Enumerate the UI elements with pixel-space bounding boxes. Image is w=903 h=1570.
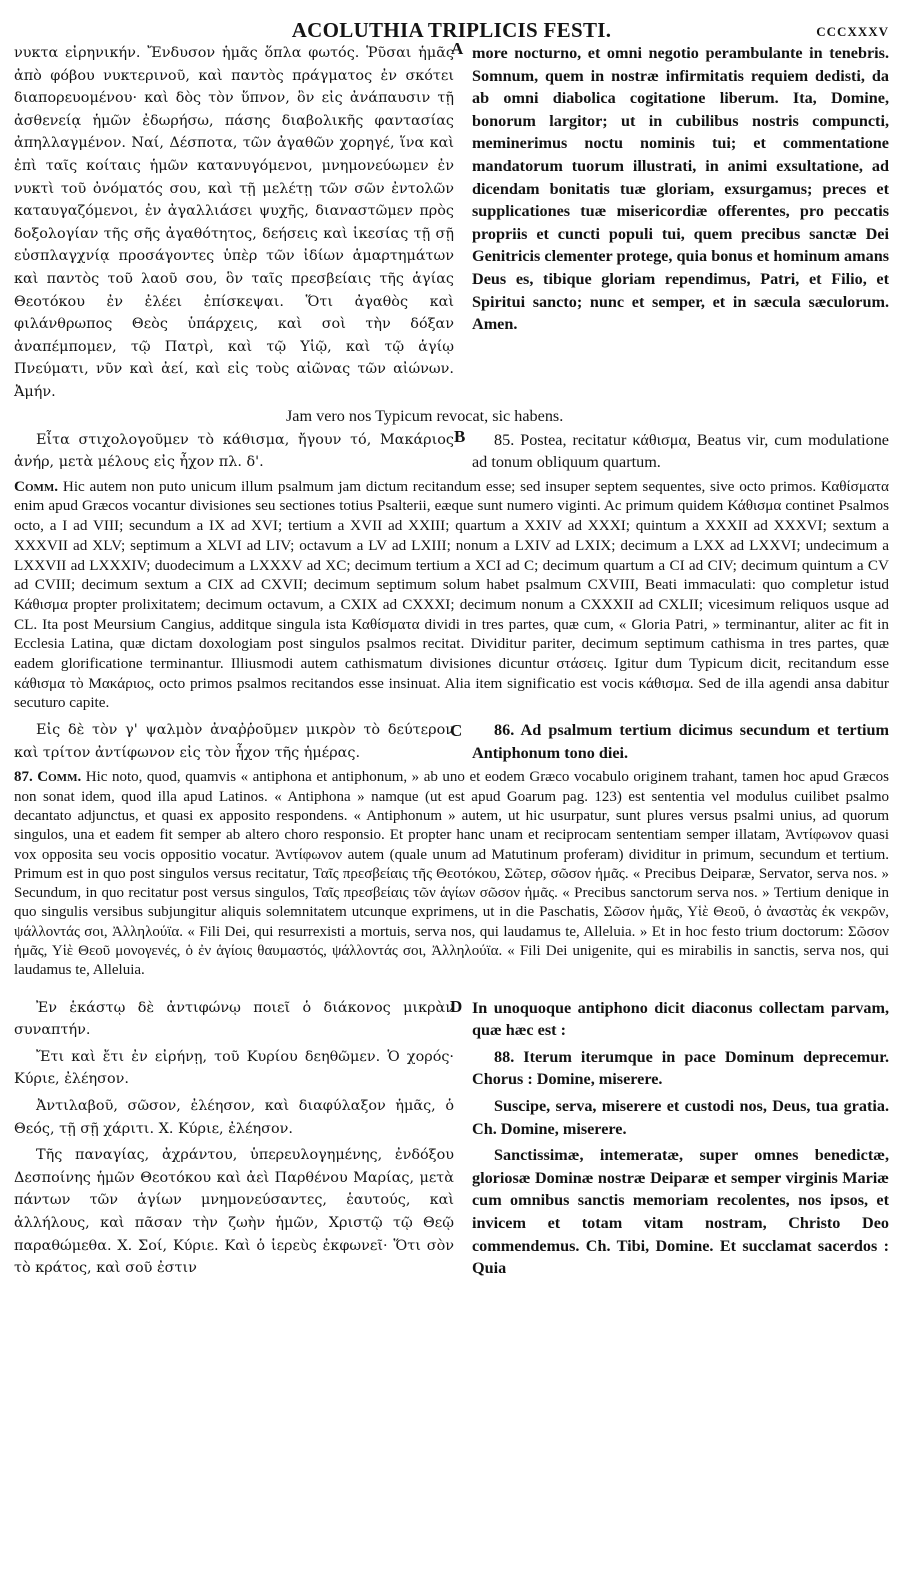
commentary-antiphon	[14, 768, 889, 980]
latin-88-line: 88. Iterum iterumque in pace Dominum deprecemur. Chorus : Domine, miserere.	[472, 1047, 889, 1089]
latin-88-line: Suscipe, serva, miserere et custodi nos, Deus, tua gratia. Ch. Domine, miserere.	[472, 1096, 889, 1138]
block-85	[14, 429, 889, 474]
section-marker-b: B	[454, 427, 466, 446]
greek-column-85	[14, 429, 462, 474]
greek-85-text: Εἶτα στιχολογοῦμεν τὸ κάθισμα, ἤγουν τό, Μακάριος ἀνήρ, μετὰ μέλους εἰς ἦχον πλ. δ'.	[14, 431, 454, 471]
section-marker-c: C	[450, 721, 463, 741]
greek-86-text: Εἰς δὲ τὸν γ' ψαλμὸν ἀναῤῥοῦμεν μικρὸν τὸ δεύτερον καὶ τρίτον ἀντίφωνον εἰς τὸν ἦχον τῆς ἡμέρας.	[14, 722, 454, 761]
page	[14, 10, 889, 1565]
commentary-text: Hic autem non puto unicum illum psalmum jam dictum recitandum esse; sed insuper septem sequentes, sive octo primos. Καθίσματα enim apud Græcos vocantur divisiones seu sectiones totius Psalterii, eæque sunt numero viginti. Ac primum quidem Κάθισμα continet Psalmos octo, a I ad VIII; secundum a IX ad XVI; tertium a XVII ad XXIII; quartum a XXIV ad XXXI; quintum a XXXII ad XXXVI; sextum a XXXVII ad XLV; septimum a XLVI ad LIV; octavum a LV ad LXIII; nonum a LXIV ad LXIX; decimum a LXX ad LXXVI; undecimum a LXXVII ad LXXXIV; duodecimum a LXXXV ad XC; decimum tertium a XCI ad C; decimum quartum a CI ad CIV; decimum quintum a CV ad CVIII; decimum sextum a CIX ad CXVII; decimum septimum solum habet psalmum CXVIII, Beati immaculati: quo completur istud Κάθισμα propter prolixitatem; decimum octavum, a CXIX ad CXXXI; decimum nonum a CXXXII ad CXLII; vicesimum reliquos usque ad CL. Ita post Meursium Cangius, additque singula ista Καθίσματα dividi in tres partes, quæ cum, « Gloria Patri, » terminantur, aliter ac fit in Ecclesia Latina, quæ dictam doxologiam post singulos psalmos recitat. Dividitur pariter, decimum septimum cathisma in tres partes, quæ eadem glorificatione terminantur. Illiusmodi autem cathismatum divisiones dicuntur στάσεις. Igitur dum Typicum dicit, recitandum esse κάθισμα τὸ Μακάριος, octo primos psalmos recitandos esse insinuat. Alia item significatio est vocis κάθισμα. Sed de illa agendi ansa dabitur secuturo capite.	[14, 477, 889, 712]
running-title: ACOLUTHIA TRIPLICIS FESTI.	[291, 18, 612, 42]
greek-column-86	[14, 719, 462, 764]
commentary-kathisma	[14, 477, 889, 713]
greek-prayer-text: νυκτα εἰρηνικήν. Ἔνδυσον ἡμᾶς ὅπλα φωτός. Ῥῦσαι ἡμᾶς ἀπὸ φόβου νυκτερινοῦ, καὶ παντὸς πράγματος ἐν σκότει διαπορευομένου· καὶ δὸς τὸν ὕπνον, ὃν εἰς ἀνάπαυσιν τῇ ἀσθενείᾳ ἡμῶν ἐδωρήσω, πάσης διαβολικῆς φαντασίας ἀπηλλαγμένον. Ναί, Δέσποτα, τῶν ἀγαθῶν χορηγέ, ἵνα καὶ ἐπὶ ταῖς κοίταις ἡμῶν κατανυγόμενοι, μνημονεύωμεν ἐν νυκτὶ τοῦ ὀνόματός σου, καὶ τῇ μελέτῃ τῶν σῶν ἐντολῶν καταυγαζόμενοι, ἐν ἀγαλλιάσει ψυχῆς, διαναστῶμεν πρὸς δοξολογίαν τῆς σῆς ἀγαθότητος, δεήσεις καὶ ἱκεσίας τῇ σῇ εὐσπλαγχνίᾳ προσάγοντες ὑπὲρ τῶν ἰδίων ἁμαρτημάτων καὶ παντὸς τοῦ λαοῦ σου, ὃν ταῖς πρεσβείαις τῆς ἁγίας Θεοτόκου ἐν ἐλέει ἐπίσκεψαι. Ὅτι ἀγαθὸς καὶ φιλάνθρωπος Θεὸς ὑπάρχεις, καὶ σοὶ τὴν δόξαν ἀναπέμπομεν, τῷ Πατρὶ, καὶ τῷ Υἱῷ, καὶ τῷ ἁγίῳ Πνεύματι, νῦν καὶ ἀεί, καὶ εἰς τοὺς αἰῶνας τῶν αἰώνων. Ἀμήν.	[14, 45, 454, 400]
latin-prayer-text: more nocturno, et omni negotio perambulante in tenebris. Somnum, quem in nostræ infirmitatis requiem dedisti, da ab omni diabolica cogitatione liberum. Ita, Domine, bonorum largitor; ut in cubilibus nostris compuncti, meminerimus noctu nominis tui; et commentatione mandatorum tuorum illustrati, in animi exsultatione, ad dicendam bonitatis tuæ gloriam, exsurgamus; preces et supplicationes tuæ misericordiæ offerentes, pro peccatis propriis et cuncti populi tui, quem precibus sanctæ Dei Genitricis clementer protege, quia bonus et hominum amans Deus es, tibique gloriam rependimus, Patri, et Filio, et Spiritui sancto; nunc et semper, et in sæcula sæculorum. Amen.	[472, 44, 889, 334]
greek-88-line: Ἀντιλαβοῦ, σῶσον, ἐλέησον, καὶ διαφύλαξον ἡμᾶς, ὁ Θεός, τῇ σῇ χάριτι. Χ. Κύριε, ἐλέησον.	[14, 1097, 454, 1137]
latin-88-line: Sanctissimæ, intemeratæ, super omnes benedictæ, gloriosæ Dominæ nostræ Deiparæ et semper virginis Mariæ cum omnibus sanctis memoriam recolentes, nos ipsos, et invicem et totam vitam nostram, Christo Deo commendemus. Ch. Tibi, Domine. Et succlamat sacerdos : Quia	[472, 1146, 889, 1278]
greek-88-line: Ἔτι καὶ ἔτι ἐν εἰρήνῃ, τοῦ Κυρίου δεηθῶμεν. Ὁ χορός· Κύριε, ἐλέησον.	[14, 1048, 454, 1088]
greek-column-88	[14, 997, 462, 1280]
latin-column-85	[462, 429, 889, 474]
section-marker-a: A	[451, 39, 464, 58]
latin-column-88	[462, 997, 889, 1280]
latin-column-prayer	[462, 42, 889, 404]
greek-88-line: Τῆς παναγίας, ἀχράντου, ὑπερευλογημένης, ἐνδόξου Δεσποίνης ἡμῶν Θεοτόκου καὶ ἀεὶ Παρθένου Μαρίας, μετὰ πάντων τῶν ἁγίων μνημονεύσαντες, ἑαυτούς, καὶ ἀλλήλους, καὶ πᾶσαν τὴν ζωὴν ἡμῶν, Χριστῷ τῷ Θεῷ παραθώμεθα. Χ. Σοί, Κύριε. Καὶ ὁ ἱερεὺς ἐκφωνεῖ· Ὅτι σὸν τὸ κράτος, καὶ σοῦ ἐστιν	[14, 1147, 454, 1277]
typicum-line: Jam vero nos Typicum revocat, sic habens.	[286, 406, 564, 425]
commentary-87-text: Hic noto, quod, quamvis « antiphona et antiphonum, » ab uno et eodem Græco vocabulo originem trahant, tamen hoc apud Græcos non sonat idem, quod illa apud Latinos. « Antiphona » namque (ut est apud Goarum pag. 123) est sententia vel modulus cuilibet psalmo decantato adjunctus, et quasi ex apposito respondens. « Antiphonum » autem, ut hic usurpatur, sunt plures versus psalmi unius, ad quorum singulos, una et eadem fit semper ab altero choro responsio. Et propter hanc unam et reciprocam sententiam semper illatam, Ἀντίφωνον quasi vox opposita seu vocis oppositio vocatur. Ἀντίφωνον autem (quale unum ad Matutinum proferam) dividitur in primum, secundum et tertium. Primum est in quo post singulos versus recitatur, Ταῖς πρεσβείαις τῆς Θεοτόκου, Σῶτερ, σῶσον ἡμᾶς. « Precibus Deiparæ, Servator, serva nos. » Secundum, in quo recitatur post versus singulos, Ταῖς πρεσβείαις τῶν ἁγίων σῶσον ἡμᾶς. « Precibus sanctorum serva nos. » Tertium denique in quo singulis versibus subjungitur aliquis solemnitatem utcunque exprimens, ut in die Paschatis, Σῶσον ἡμᾶς, Υἱὲ Θεοῦ, ὁ ἀναστὰς ἐκ νεκρῶν, ψάλλοντάς σοι, Ἀλληλούϊα. « Fili Dei, qui resurrexisti a mortuis, serva nos, qui laudamus te, Alleluia. » Et in hoc festo trium doctorum: Σῶσον ἡμᾶς, Υἱὲ Θεοῦ μονογενές, ὁ ἐν ἁγίοις θαυμαστός, ψάλλοντάς σοι, Ἀλληλούϊα. « Fili Dei unigenite, qui es mirabilis in sanctis, serva nos, qui laudamus te, Alleluia.	[14, 769, 889, 979]
section-marker-d: D	[450, 996, 463, 1016]
greek-column-prayer	[14, 42, 462, 404]
greek-88-line: Ἐν ἑκάστῳ δὲ ἀντιφώνῳ ποιεῖ ὁ διάκονος μικρὰν συναπτήν.	[14, 999, 454, 1039]
page-number: CCCXXXV	[816, 24, 889, 39]
latin-85-text: 85. Postea, recitatur κάθισμα, Beatus vir, cum modulatione ad tonum obliquum quartum.	[472, 430, 889, 472]
block-88	[14, 997, 889, 1280]
latin-86-text: 86. Ad psalmum tertium dicimus secundum et tertium Antiphonum tono diei.	[472, 721, 889, 762]
commentary-87-head: 87. Comm.	[14, 769, 82, 786]
commentary-head: Comm.	[14, 477, 59, 495]
block-86	[14, 719, 889, 764]
latin-88-line: In unoquoque antiphono dicit diaconus collectam parvam, quæ hæc est :	[472, 998, 889, 1040]
latin-column-86	[462, 719, 889, 764]
page-header	[14, 10, 889, 42]
